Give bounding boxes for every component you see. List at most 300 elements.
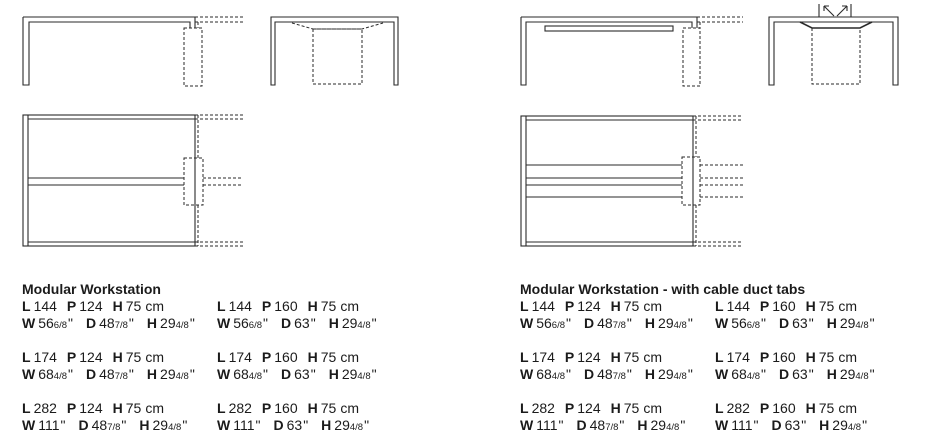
height-label: H [307, 298, 318, 314]
depth-label: P [261, 349, 272, 365]
width-label: W [217, 417, 231, 433]
length-value: 174 [228, 349, 252, 365]
inch-mark: " [566, 315, 571, 331]
depth-label: P [66, 400, 77, 416]
depth-value: 160 [772, 349, 796, 365]
inch-mark: " [121, 417, 127, 433]
length-cm [217, 298, 252, 314]
depth-value: 124 [577, 298, 601, 314]
height-label: H [307, 400, 318, 416]
height-value: 29 [658, 315, 674, 331]
inch-mark: " [626, 315, 632, 331]
height-fraction: 4/8 [855, 371, 869, 382]
length-cm [520, 298, 555, 314]
depth-value: 160 [274, 298, 298, 314]
height-label: H [805, 400, 816, 416]
inch-mark: " [310, 366, 316, 382]
width-value: 56 [233, 315, 249, 331]
spec-block [715, 400, 911, 434]
depth-fraction: 7/8 [114, 371, 128, 382]
width-label: W [715, 315, 729, 331]
width-fraction: 6/8 [746, 320, 761, 331]
height-value: 29 [152, 417, 169, 433]
height-value: 29 [160, 315, 176, 331]
height-fraction: 4/8 [847, 422, 862, 433]
width-fraction: 4/8 [551, 371, 566, 382]
width-label: W [22, 315, 36, 331]
imperial-dimensions [217, 417, 413, 434]
inch-mark: " [263, 366, 268, 382]
inch-mark: " [869, 315, 875, 331]
height-cm [308, 400, 337, 416]
inch-mark: " [808, 366, 814, 382]
height-label: H [819, 417, 830, 433]
spec-block [217, 298, 413, 332]
width-in [520, 315, 571, 331]
width-label: W [22, 366, 36, 382]
height-label: H [139, 417, 150, 433]
inch-mark: " [566, 366, 571, 382]
tab-opening-arrows-icon [819, 4, 851, 17]
length-value: 282 [531, 400, 555, 416]
spec-block [217, 349, 413, 383]
height-value: 29 [341, 366, 358, 382]
imperial-dimensions [217, 315, 413, 332]
unit-label: cm [838, 298, 857, 314]
spec-block [520, 400, 715, 434]
width-in [22, 315, 73, 331]
height-value: 29 [839, 366, 856, 382]
width-label: W [520, 417, 534, 433]
height-fraction: 4/8 [673, 320, 687, 331]
width-label: W [715, 366, 729, 382]
depth-fraction: 7/8 [114, 320, 128, 331]
spec-block [22, 400, 217, 434]
depth-label: D [576, 417, 587, 433]
length-label: L [715, 298, 724, 314]
depth-fraction: 7/8 [612, 371, 626, 382]
depth-in [584, 366, 632, 382]
height-in [139, 417, 187, 433]
length-value: 174 [531, 349, 555, 365]
metric-dimensions [217, 298, 413, 315]
width-value: 68 [38, 366, 54, 382]
height-value: 29 [650, 417, 667, 433]
width-label: W [22, 417, 36, 433]
inch-mark: " [303, 417, 309, 433]
length-label: L [715, 349, 724, 365]
height-cm [308, 298, 337, 314]
front-view-drawing [23, 17, 243, 86]
height-label: H [321, 417, 332, 433]
spec-block [715, 298, 911, 332]
height-in [819, 417, 867, 433]
depth-fraction: 7/8 [605, 422, 619, 433]
depth-value: 160 [274, 400, 298, 416]
inch-mark: " [801, 417, 807, 433]
height-label: H [307, 349, 318, 365]
height-in [827, 315, 875, 331]
depth-value: 124 [79, 400, 103, 416]
depth-value: 124 [577, 349, 601, 365]
depth-cm [565, 400, 601, 416]
height-fraction: 4/8 [855, 320, 869, 331]
depth-value: 48 [91, 417, 108, 433]
inch-mark: " [255, 417, 261, 433]
depth-label: P [759, 349, 770, 365]
depth-value: 48 [99, 315, 115, 331]
depth-label: D [86, 366, 97, 382]
depth-value: 124 [79, 298, 103, 314]
height-label: H [112, 349, 123, 365]
height-in [645, 315, 693, 331]
length-cm [715, 298, 750, 314]
height-label: H [637, 417, 648, 433]
height-fraction: 4/8 [349, 422, 364, 433]
unit-label: cm [340, 349, 359, 365]
depth-label: D [584, 315, 595, 331]
dimension-grid [22, 298, 413, 434]
depth-cm [760, 298, 796, 314]
depth-label: P [759, 400, 770, 416]
side-view-drawing [271, 17, 398, 85]
metric-dimensions [520, 349, 715, 366]
width-in [715, 315, 766, 331]
imperial-dimensions [715, 366, 911, 383]
height-in [321, 417, 369, 433]
product-section-1 [22, 281, 413, 434]
height-fraction: 4/8 [666, 422, 680, 433]
inch-mark: " [189, 315, 195, 331]
length-value: 144 [33, 298, 57, 314]
height-label: H [644, 315, 656, 331]
depth-value: 48 [589, 417, 606, 433]
height-label: H [112, 298, 123, 314]
length-cm [217, 349, 252, 365]
length-cm [715, 349, 750, 365]
width-label: W [520, 366, 534, 382]
depth-cm [565, 349, 601, 365]
inch-mark: " [687, 366, 693, 382]
width-value: 68 [233, 366, 249, 382]
depth-label: P [564, 298, 575, 314]
width-in [217, 417, 260, 433]
width-in [520, 366, 571, 382]
inch-mark: " [753, 417, 759, 433]
inch-mark: " [761, 315, 766, 331]
metric-dimensions [520, 400, 715, 417]
depth-label: P [564, 400, 575, 416]
height-in [147, 315, 195, 331]
inch-mark: " [68, 366, 73, 382]
width-fraction: 6/8 [53, 320, 68, 331]
depth-value: 160 [772, 400, 796, 416]
width-label: W [715, 417, 729, 433]
height-cm [113, 298, 142, 314]
depth-label: D [771, 417, 782, 433]
height-value: 29 [832, 417, 848, 433]
depth-label: P [261, 298, 272, 314]
width-in [217, 315, 268, 331]
inch-mark: " [182, 417, 188, 433]
depth-label: D [86, 315, 97, 331]
width-fraction: 4/8 [53, 371, 68, 382]
depth-label: D [779, 315, 790, 331]
height-in [645, 366, 693, 382]
height-label: H [805, 298, 816, 314]
depth-in [281, 366, 316, 382]
height-label: H [146, 315, 158, 331]
depth-fraction: 7/8 [612, 320, 626, 331]
width-label: W [520, 315, 534, 331]
width-value: 111 [536, 417, 558, 433]
height-cm [113, 400, 142, 416]
length-value: 144 [531, 298, 555, 314]
metric-dimensions [520, 298, 715, 315]
depth-cm [67, 400, 103, 416]
width-in [22, 417, 65, 433]
spec-block [520, 298, 715, 332]
depth-label: P [759, 298, 770, 314]
height-value: 29 [160, 366, 176, 382]
width-in [217, 366, 268, 382]
depth-in [771, 417, 806, 433]
height-cm [611, 400, 640, 416]
imperial-dimensions [217, 366, 413, 383]
top-view-cable-duct-drawing [521, 116, 743, 246]
imperial-dimensions [715, 417, 911, 434]
length-value: 144 [726, 298, 750, 314]
top-view-drawing [23, 115, 243, 246]
depth-cm [262, 400, 298, 416]
length-label: L [22, 298, 31, 314]
length-label: L [217, 400, 226, 416]
section-title: Modular Workstation [22, 281, 161, 297]
width-fraction: 6/8 [551, 320, 566, 331]
spec-block [520, 349, 715, 383]
height-value: 29 [658, 366, 674, 382]
metric-dimensions [22, 298, 217, 315]
unit-label: cm [145, 298, 164, 314]
depth-label: D [273, 417, 284, 433]
width-value: 56 [38, 315, 54, 331]
inch-mark: " [364, 417, 370, 433]
height-fraction: 4/8 [673, 371, 687, 382]
unit-label: cm [838, 400, 857, 416]
width-value: 111 [233, 417, 255, 433]
height-label: H [644, 366, 656, 382]
height-value: 29 [839, 315, 856, 331]
depth-label: P [564, 349, 575, 365]
height-value: 29 [341, 315, 358, 331]
depth-label: P [66, 349, 77, 365]
length-label: L [217, 298, 226, 314]
width-fraction: 4/8 [746, 371, 761, 382]
imperial-dimensions [715, 315, 911, 332]
width-label: W [217, 366, 231, 382]
height-value: 75 [320, 298, 337, 314]
height-label: H [805, 349, 816, 365]
length-cm [520, 349, 555, 365]
depth-value: 124 [577, 400, 601, 416]
depth-cm [565, 298, 601, 314]
height-value: 75 [623, 400, 640, 416]
depth-in [78, 417, 126, 433]
section-title: Modular Workstation - with cable duct tabs [520, 281, 806, 297]
depth-cm [262, 298, 298, 314]
height-in [827, 366, 875, 382]
metric-dimensions [22, 349, 217, 366]
length-cm [22, 349, 57, 365]
depth-cm [67, 349, 103, 365]
inch-mark: " [60, 417, 66, 433]
height-value: 75 [818, 400, 835, 416]
height-value: 75 [320, 349, 337, 365]
width-fraction: 4/8 [248, 371, 263, 382]
imperial-dimensions [22, 417, 217, 434]
depth-label: D [281, 315, 292, 331]
length-value: 174 [726, 349, 750, 365]
length-label: L [22, 400, 31, 416]
length-cm [217, 400, 252, 416]
height-fraction: 4/8 [168, 422, 182, 433]
metric-dimensions [22, 400, 217, 417]
depth-cm [760, 349, 796, 365]
inch-mark: " [619, 417, 625, 433]
depth-cm [67, 298, 103, 314]
width-value: 56 [731, 315, 747, 331]
spec-block [217, 400, 413, 434]
height-value: 75 [623, 349, 640, 365]
metric-dimensions [715, 400, 911, 417]
inch-mark: " [862, 417, 868, 433]
width-in [22, 366, 73, 382]
inch-mark: " [189, 366, 195, 382]
depth-value: 63 [792, 315, 808, 331]
length-cm [22, 298, 57, 314]
width-in [520, 417, 563, 433]
depth-label: P [261, 400, 272, 416]
width-value: 111 [731, 417, 753, 433]
inch-mark: " [371, 366, 377, 382]
length-label: L [520, 349, 529, 365]
length-cm [715, 400, 750, 416]
dimension-grid [520, 298, 911, 434]
depth-in [86, 366, 134, 382]
width-fraction: 6/8 [248, 320, 263, 331]
width-in [715, 366, 766, 382]
depth-label: D [779, 366, 790, 382]
inch-mark: " [128, 366, 134, 382]
depth-value: 63 [294, 315, 310, 331]
depth-in [779, 315, 814, 331]
imperial-dimensions [520, 315, 715, 332]
height-value: 75 [125, 298, 142, 314]
height-cm [113, 349, 142, 365]
height-fraction: 4/8 [357, 371, 371, 382]
height-label: H [826, 366, 837, 382]
height-label: H [328, 366, 339, 382]
height-cm [806, 298, 835, 314]
length-value: 144 [228, 298, 252, 314]
height-in [147, 366, 195, 382]
depth-label: D [584, 366, 595, 382]
length-value: 282 [33, 400, 57, 416]
depth-in [281, 315, 316, 331]
height-label: H [610, 400, 621, 416]
length-cm [22, 400, 57, 416]
depth-value: 124 [79, 349, 103, 365]
length-label: L [520, 400, 529, 416]
depth-value: 63 [784, 417, 801, 433]
depth-label: D [281, 366, 292, 382]
depth-in [584, 315, 632, 331]
length-cm [520, 400, 555, 416]
cable-duct-tab [545, 26, 673, 31]
height-label: H [610, 349, 621, 365]
inch-mark: " [128, 315, 134, 331]
height-label: H [146, 366, 158, 382]
height-cm [611, 349, 640, 365]
depth-value: 48 [99, 366, 115, 382]
height-value: 75 [125, 349, 142, 365]
height-label: H [826, 315, 837, 331]
unit-label: cm [340, 298, 359, 314]
width-value: 68 [536, 366, 552, 382]
spec-block [22, 298, 217, 332]
height-cm [611, 298, 640, 314]
inch-mark: " [68, 315, 73, 331]
inch-mark: " [371, 315, 377, 331]
height-cm [308, 349, 337, 365]
inch-mark: " [687, 315, 693, 331]
unit-label: cm [145, 349, 164, 365]
depth-value: 63 [792, 366, 808, 382]
imperial-dimensions [22, 315, 217, 332]
height-value: 29 [334, 417, 350, 433]
depth-value: 160 [274, 349, 298, 365]
imperial-dimensions [22, 366, 217, 383]
unit-label: cm [643, 400, 662, 416]
height-value: 75 [623, 298, 640, 314]
height-fraction: 4/8 [175, 371, 189, 382]
height-label: H [112, 400, 123, 416]
width-value: 68 [731, 366, 747, 382]
length-value: 282 [228, 400, 252, 416]
spec-block [22, 349, 217, 383]
inch-mark: " [808, 315, 814, 331]
height-label: H [328, 315, 339, 331]
unit-label: cm [838, 349, 857, 365]
inch-mark: " [761, 366, 766, 382]
depth-label: P [66, 298, 77, 314]
metric-dimensions [217, 400, 413, 417]
depth-fraction: 7/8 [107, 422, 121, 433]
height-value: 75 [818, 298, 835, 314]
depth-in [86, 315, 134, 331]
length-label: L [217, 349, 226, 365]
depth-value: 160 [772, 298, 796, 314]
length-value: 282 [726, 400, 750, 416]
depth-value: 63 [294, 366, 310, 382]
length-label: L [715, 400, 724, 416]
inch-mark: " [310, 315, 316, 331]
unit-label: cm [643, 349, 662, 365]
depth-in [576, 417, 624, 433]
front-view-cable-duct-drawing [521, 17, 743, 86]
length-value: 174 [33, 349, 57, 365]
width-value: 56 [536, 315, 552, 331]
